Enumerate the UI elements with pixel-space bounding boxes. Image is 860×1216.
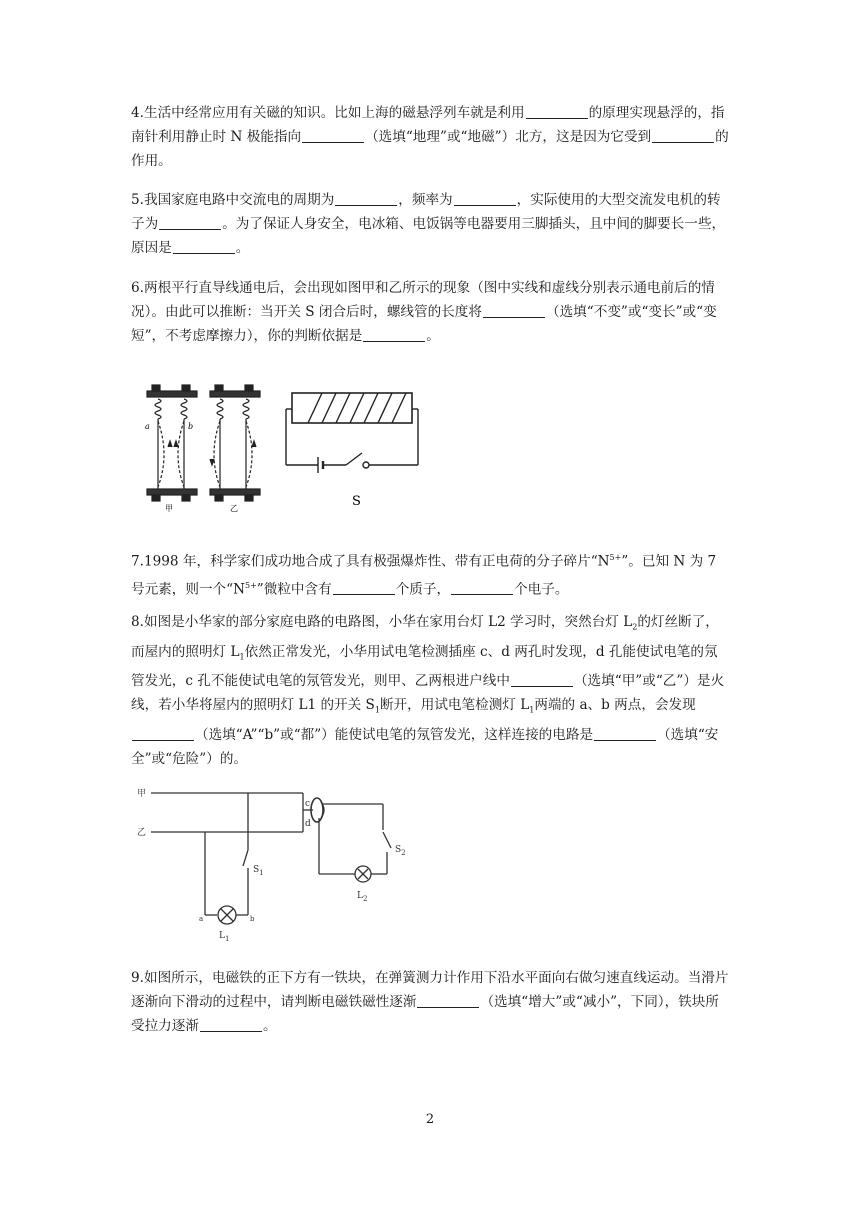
q6-text-2: （选填“不变”或“变长”或“变短”，不考虑摩擦力），你的判断依据是 bbox=[131, 304, 717, 344]
q7-text-1: 7.1998 年，科学家们成功地合成了具有极强爆炸性、带有正电荷的分子碎片“N bbox=[131, 553, 610, 570]
q8-text-3: 依然正常发光，小华用试电笔检测插座 c、d 两孔时发现，d 孔能使试电笔的氖管发光，c 孔不能使试电笔的氖管发光，则甲、乙两根进户线中 bbox=[131, 643, 718, 690]
q6-blank-1[interactable] bbox=[483, 303, 545, 318]
figure-household-circuit bbox=[135, 780, 425, 950]
q6-text-1: 6.两根平行直导线通电后，会出现如图甲和乙所示的现象（图中实线和虚线分别表示通电前后的情况）。由此可以推断：当开关 S 闭合后时，螺线管的长度将 bbox=[131, 280, 715, 320]
q9-text-1: 9.如图所示，电磁铁的正下方有一铁块，在弹簧测力计作用下沿水平面向右做匀速直线运动。当滑片逐渐向下滑动的过程中，请判断电磁铁磁性逐渐 bbox=[131, 970, 729, 1010]
q8-text-6: 两端的 a、b 两点，会发现 bbox=[534, 697, 696, 714]
label-line-jia: 甲 bbox=[137, 789, 147, 799]
q8-text-4: （选填“甲”或“乙”）是火线，若小华将屋内的照明灯 L1 的开关 S bbox=[131, 673, 725, 714]
label-b: b bbox=[188, 422, 194, 431]
label-switch-s1: $S_1$ bbox=[253, 865, 264, 877]
q8-sub-3: 1 bbox=[374, 706, 380, 716]
q4-text-1: 4.生活中经常应用有关磁的知识。比如上海的磁悬浮列车就是利用 bbox=[131, 105, 525, 121]
q5-blank-4[interactable] bbox=[173, 239, 235, 254]
q4-text-3: （选填“地理”或“地磁”）北方，这是因为它受到 bbox=[365, 129, 652, 145]
q8-text-8: （选填“安全”或“危险”）的。 bbox=[131, 727, 719, 768]
q4-blank-2[interactable] bbox=[302, 128, 364, 143]
question-5 bbox=[131, 188, 731, 260]
label-socket-d: d bbox=[305, 819, 311, 829]
q6-text-3: 。 bbox=[426, 328, 440, 344]
label-a: a bbox=[145, 422, 150, 431]
q8-text-2: 的灯丝断了，而屋内的照明灯 L bbox=[131, 614, 719, 660]
q7-text-5: 个电子。 bbox=[514, 581, 569, 598]
q9-blank-2[interactable] bbox=[200, 1017, 262, 1032]
household-circuit-wires bbox=[151, 793, 391, 924]
q5-blank-1[interactable] bbox=[335, 191, 397, 206]
q7-blank-2[interactable] bbox=[451, 580, 513, 595]
q9-text-3: 。 bbox=[262, 1018, 277, 1034]
q8-text-5: 断开，用试电笔检测灯 L bbox=[379, 697, 530, 714]
q8-text-7: （选填“A”“b”或“都”）能使试电笔的氖管发光，这样连接的电路是 bbox=[195, 727, 594, 744]
q7-sup-2: 5+ bbox=[245, 580, 257, 590]
wires-figure-jia bbox=[147, 385, 197, 501]
label-switch-s2: $S_2$ bbox=[395, 845, 406, 857]
q8-sub-2: 1 bbox=[239, 652, 245, 662]
q5-blank-2[interactable] bbox=[454, 191, 516, 206]
q5-text-2: ，频率为 bbox=[398, 192, 453, 208]
q4-blank-1[interactable] bbox=[526, 104, 588, 119]
label-point-b: b bbox=[250, 915, 255, 923]
question-8 bbox=[131, 610, 731, 771]
label-lamp-l1: $L_1$ bbox=[219, 931, 230, 943]
household-circuit-labels bbox=[137, 788, 406, 943]
label-lamp-l2: $L_2$ bbox=[357, 891, 368, 903]
question-6 bbox=[131, 276, 731, 348]
wires-figure-yi bbox=[210, 385, 260, 501]
q5-text-3: ，实际使用的大型交流发电机的转子为 bbox=[131, 192, 721, 232]
q9-text-2: （选填“增大”或“减小”，下同），铁块所受拉力逐渐 bbox=[131, 994, 719, 1034]
q8-sub-1: 2 bbox=[632, 622, 638, 632]
q5-text-1: 5.我国家庭电路中交流电的周期为 bbox=[131, 192, 335, 208]
q9-blank-1[interactable] bbox=[417, 993, 479, 1008]
label-socket-c: c bbox=[305, 799, 311, 809]
q4-text-4: 的作用。 bbox=[131, 129, 729, 169]
q5-blank-3[interactable] bbox=[159, 215, 221, 230]
q6-blank-2[interactable] bbox=[363, 327, 425, 342]
solenoid-circuit bbox=[286, 393, 418, 473]
q5-text-4: 。为了保证人身安全，电冰箱、电饭锅等电器要用三脚插头，且中间的脚要长一些，原因是 bbox=[131, 216, 726, 256]
q8-blank-3[interactable] bbox=[594, 726, 656, 741]
q8-sub-4: 1 bbox=[529, 706, 535, 716]
label-line-yi: 乙 bbox=[137, 828, 147, 838]
question-7 bbox=[131, 546, 731, 601]
q8-blank-2[interactable] bbox=[132, 726, 194, 741]
question-9 bbox=[131, 966, 731, 1038]
q7-sup-1: 5+ bbox=[609, 553, 622, 562]
q8-blank-1[interactable] bbox=[511, 672, 573, 687]
switch-label-s: S bbox=[352, 494, 361, 509]
label-point-a: a bbox=[199, 915, 204, 923]
label-jia: 甲 bbox=[165, 504, 173, 513]
q4-blank-3[interactable] bbox=[652, 128, 714, 143]
q7-text-3: ”微粒中含有 bbox=[256, 581, 332, 598]
q7-blank-1[interactable] bbox=[333, 580, 395, 595]
page-number: 2 bbox=[425, 1112, 435, 1127]
q5-text-5: 。 bbox=[235, 240, 250, 256]
q7-text-2: ”。已知 N 为 7 号元素，则一个“N bbox=[131, 553, 717, 598]
label-yi: 乙 bbox=[230, 504, 238, 513]
q8-text-1: 8.如图是小华家的部分家庭电路的电路图，小华在家用台灯 L2 学习时，突然台灯 L bbox=[131, 614, 633, 630]
q4-text-2: 的原理实现悬浮的，指南针利用静止时 N 极能指向 bbox=[131, 105, 725, 145]
figure-parallel-wires-and-solenoid bbox=[140, 383, 420, 515]
question-4 bbox=[131, 101, 731, 173]
q7-text-4: 个质子， bbox=[395, 581, 451, 598]
